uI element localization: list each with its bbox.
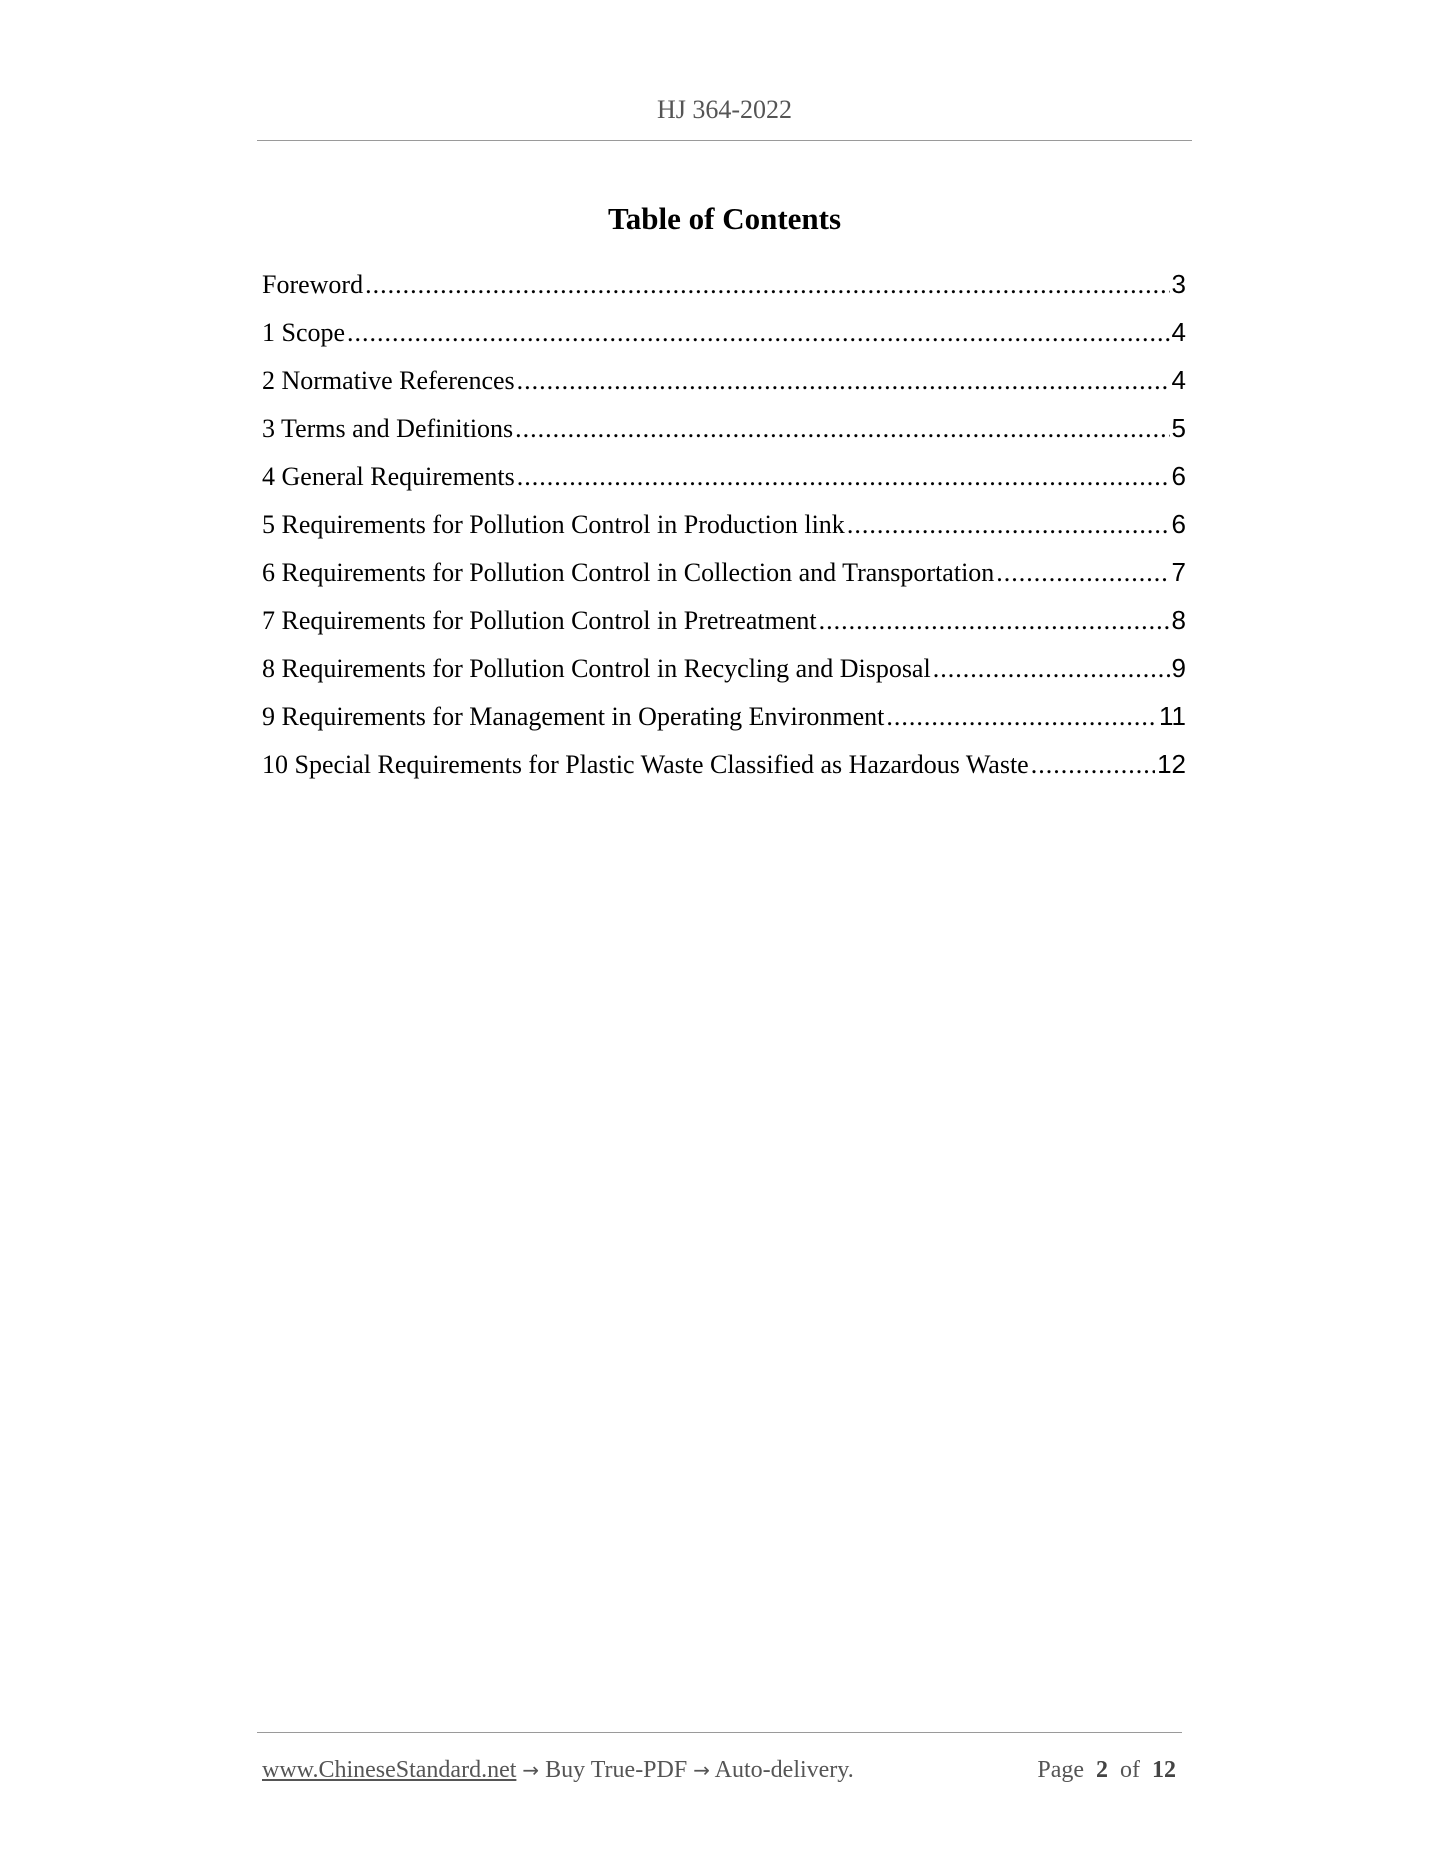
toc-entry-label: 5 Requirements for Pollution Control in Production link [262,510,845,539]
toc-dot-leader [845,503,1170,547]
toc-dot-leader [363,263,1169,307]
toc-entry-label: 4 General Requirements [262,462,515,491]
total-pages: 12 [1152,1757,1176,1783]
toc-dot-leader [513,407,1169,451]
toc-entry-page: 7 [1171,557,1186,587]
toc-dot-leader [994,551,1169,595]
toc-entry-hazardous-waste[interactable] [262,742,1186,790]
buy-true-pdf-text: Buy True-PDF [545,1757,688,1783]
page-number [1037,1750,1176,1790]
toc-dot-leader [515,359,1170,403]
site-link[interactable]: www.ChineseStandard.net [262,1757,517,1783]
toc-entry-label: 2 Normative References [262,366,515,395]
current-page: 2 [1096,1757,1108,1783]
toc-entry-page: 6 [1171,509,1186,539]
toc-dot-leader [1029,743,1155,787]
toc-entry-pretreatment[interactable] [262,598,1186,646]
page-footer [262,1750,1182,1790]
page-word: Page [1037,1757,1084,1783]
toc-entry-label: 7 Requirements for Pollution Control in Pretreatment [262,606,817,635]
toc-entry-page: 9 [1171,653,1186,683]
toc-entry-production-link[interactable] [262,502,1186,550]
toc-entry-label: 3 Terms and Definitions [262,414,514,443]
toc-entry-page: 11 [1159,701,1186,731]
toc-entry-foreword[interactable] [262,262,1186,310]
toc-entry-label: 9 Requirements for Management in Operating Environment [262,702,885,731]
toc-list [262,262,1186,790]
toc-dot-leader [515,455,1170,499]
toc-entry-label: 10 Special Requirements for Plastic Waste Classified as Hazardous Waste [262,750,1029,779]
toc-entry-recycling-disposal[interactable] [262,646,1186,694]
toc-entry-page: 8 [1171,605,1186,635]
toc-entry-terms-definitions[interactable] [262,406,1186,454]
toc-entry-operating-environment[interactable] [262,694,1186,742]
arrow-right-icon: → [522,1758,540,1782]
of-word: of [1120,1757,1140,1783]
toc-entry-page: 12 [1157,749,1186,779]
toc-entry-general-requirements[interactable] [262,454,1186,502]
toc-title: Table of Contents [607,201,842,236]
toc-entry-label: 8 Requirements for Pollution Control in Recycling and Disposal [262,654,931,683]
toc-entry-label: 1 Scope [262,318,346,347]
header-divider [257,140,1192,141]
toc-dot-leader [884,695,1157,739]
toc-entry-page: 4 [1171,317,1186,347]
document-code: HJ 364-2022 [656,95,793,124]
page-header [257,88,1192,132]
toc-dot-leader [345,311,1169,355]
toc-entry-label: 6 Requirements for Pollution Control in Collection and Transportation [262,558,995,587]
toc-entry-page: 4 [1171,365,1186,395]
footer-promo [262,1750,854,1790]
arrow-right-icon: → [693,1758,710,1782]
toc-entry-page: 6 [1171,461,1186,491]
toc-dot-leader [931,647,1170,691]
toc-entry-label: Foreword [262,270,364,299]
toc-entry-collection-transportation[interactable] [262,550,1186,598]
footer-divider [257,1732,1182,1733]
toc-dot-leader [817,599,1170,643]
toc-entry-normative-references[interactable] [262,358,1186,406]
toc-entry-page: 3 [1171,269,1186,299]
toc-entry-scope[interactable] [262,310,1186,358]
toc-entry-page: 5 [1171,413,1186,443]
auto-delivery-text: Auto-delivery. [714,1757,854,1783]
